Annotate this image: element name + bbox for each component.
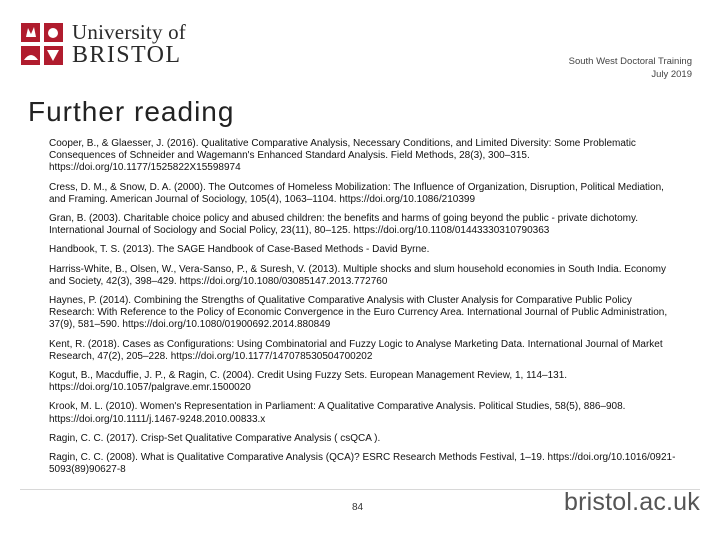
reference-item: Cress, D. M., & Snow, D. A. (2000). The Outcomes of Homeless Mobilization: The Influence of Organization, Disruption, Political Mediation, and Framing. American Journal of Sociology, 105(4), 1063–1104. https://doi.org/10.1086/210399 — [49, 181, 664, 205]
site-url: bristol.ac.uk — [564, 488, 700, 516]
crest-icon — [20, 22, 64, 66]
logo-line-2: BRISTOL — [72, 42, 182, 68]
dtp-label: South West Doctoral Training — [568, 56, 692, 67]
reference-item: Krook, M. L. (2010). Women's Representation in Parliament: A Qualitative Comparative Analysis. Political Studies, 58(5), 886–908. https://doi.org/10.1111/j.1467-9248.2010.00833.x — [49, 401, 626, 425]
reference-item: Haynes, P. (2014). Combining the Strengths of Qualitative Comparative Analysis with Cluster Analysis for Comparative Public Policy Research: With Reference to the Policy of Economic Convergence in the Euro Currency Area. International Journal of Public Administration, 37(9), 581–590. https://doi.org/10.1080/01900692.2014.880849 — [49, 295, 668, 331]
page-number: 84 — [352, 502, 364, 513]
reference-item: Kogut, B., Macduffie, J. P., & Ragin, C. (2004). Credit Using Fuzzy Sets. European Management Review, 1, 114–131. https://doi.org/10.1057/palgrave.emr.1500020 — [49, 370, 568, 394]
logo-line-1: University of — [72, 20, 186, 44]
reference-item: Handbook, T. S. (2013). The SAGE Handbook of Case-Based Methods - David Byrne. — [49, 244, 430, 256]
university-logo — [20, 20, 186, 68]
reference-item: Harriss-White, B., Olsen, W., Vera-Sanso, P., & Suresh, V. (2013). Multiple shocks and slum household economies in South India. Economy and Society, 42(3), 398–429. https://doi.org/10.1080/03085147.2013.772760 — [49, 263, 666, 287]
date-label: July 2019 — [651, 69, 692, 80]
header-meta — [569, 55, 692, 81]
reference-list — [49, 138, 679, 483]
reference-item: Kent, R. (2018). Cases as Configurations: Using Combinatorial and Fuzzy Logic to Analyse Marketing Data. International Journal of Market Research, 47(2), 205–228. https://doi.org/10.1177/147078530504700202 — [49, 338, 663, 362]
reference-item: Gran, B. (2003). Charitable choice policy and abused children: the benefits and harms of going beyond the public - private dichotomy. International Journal of Sociology and Social Policy, 23(11), 80–125. https://doi.org/10.1108/01443330310790363 — [49, 213, 639, 237]
reference-item: Cooper, B., & Glaesser, J. (2016). Qualitative Comparative Analysis, Necessary Conditions, and Limited Diversity: Some Problematic Consequences of Schneider and Wagemann's Enhanced Standard Analysis. Field Methods, 28(3), 300–315. https://doi.org/10.1177/1525822X15598974 — [49, 138, 636, 174]
page-title: Further reading — [28, 96, 235, 127]
reference-item: Ragin, C. C. (2017). Crisp-Set Qualitative Comparative Analysis ( csQCA ). — [49, 432, 381, 444]
reference-item: Ragin, C. C. (2008). What is Qualitative Comparative Analysis (QCA)? ESRC Research Methods Festival, 1–19. https://doi.org/10.1016/0921-5093(89)90627-8 — [49, 452, 676, 476]
